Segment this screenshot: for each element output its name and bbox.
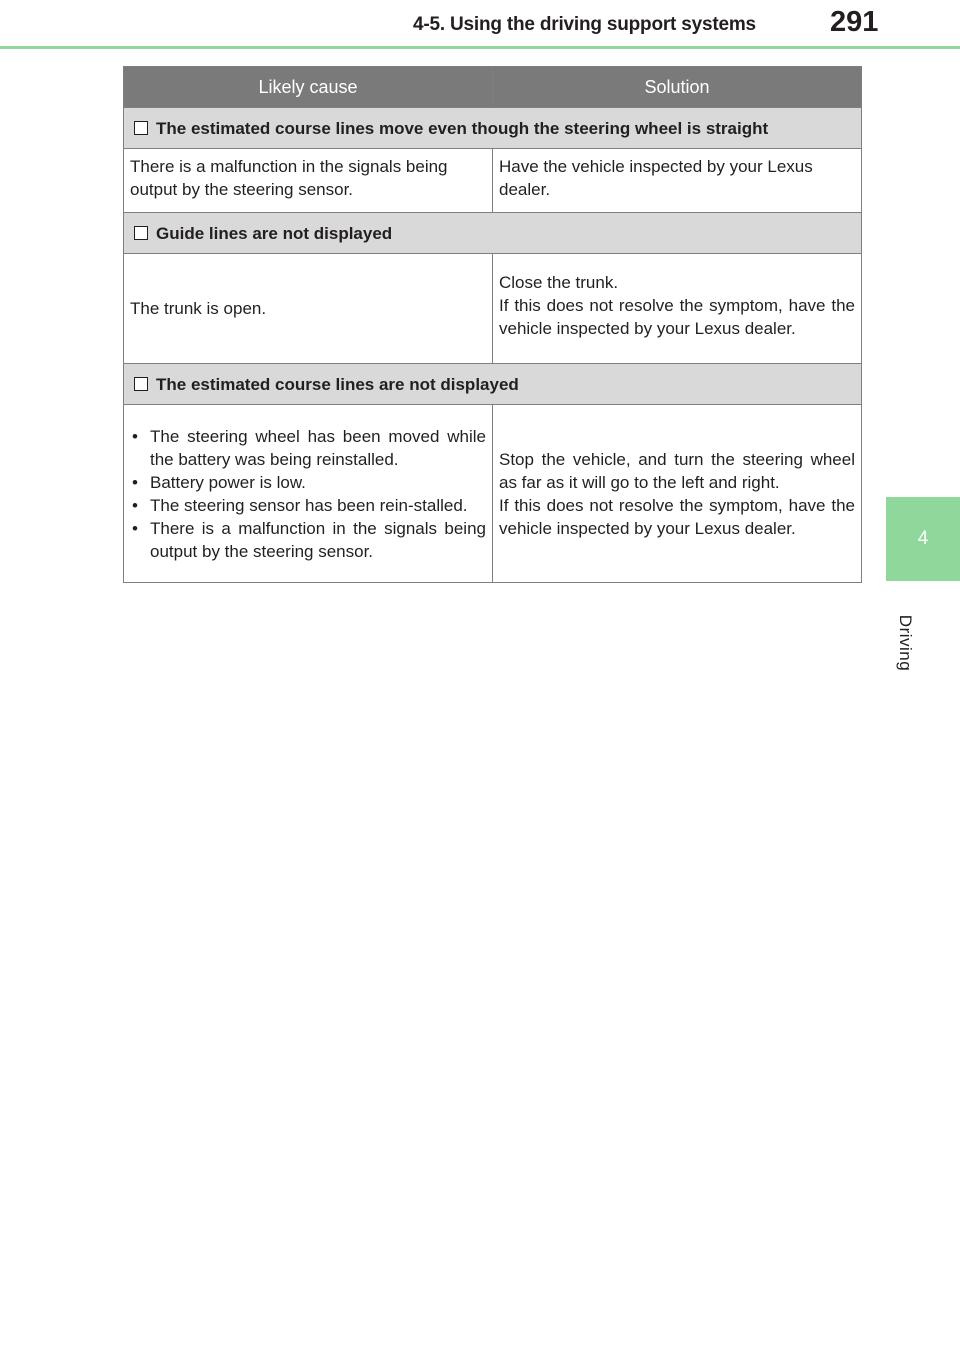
solution-text: If this does not resolve the symptom, have the vehicle inspected by your Lexus dealer. bbox=[499, 495, 855, 538]
section-title: 4-5. Using the driving support systems bbox=[413, 14, 756, 35]
cause-cell bbox=[124, 405, 493, 583]
table-row bbox=[124, 254, 862, 364]
chapter-tab[interactable] bbox=[886, 497, 960, 581]
cause-text: The trunk is open. bbox=[130, 299, 267, 318]
column-header-solution: Solution bbox=[493, 67, 862, 108]
section-heading-row bbox=[124, 364, 862, 405]
chapter-label: Driving bbox=[896, 614, 915, 672]
table-row bbox=[124, 149, 862, 213]
section-heading-text: The estimated course lines move even though the steering wheel is straight bbox=[156, 118, 769, 138]
solution-text: Close the trunk. bbox=[499, 273, 619, 292]
section-heading bbox=[124, 108, 862, 149]
cause-bullet-list bbox=[130, 425, 486, 563]
section-heading-text: Guide lines are not displayed bbox=[156, 223, 393, 243]
chapter-number: 4 bbox=[917, 528, 929, 549]
list-item: • The steering wheel has been moved while the battery was being reinstalled. bbox=[130, 425, 486, 471]
table-row bbox=[124, 405, 862, 583]
solution-cell bbox=[493, 149, 862, 213]
table-header-row bbox=[124, 67, 862, 108]
checkbox-icon bbox=[134, 377, 148, 391]
solution-text: If this does not resolve the symptom, have the vehicle inspected by your Lexus dealer. bbox=[499, 296, 855, 338]
troubleshooting-table bbox=[123, 66, 862, 583]
section-heading-text: The estimated course lines are not displayed bbox=[156, 374, 519, 394]
cause-text: There is a malfunction in the signals being output by the steering sensor. bbox=[130, 157, 448, 199]
list-item: • Battery power is low. bbox=[130, 471, 486, 494]
solution-cell bbox=[493, 254, 862, 364]
cause-cell bbox=[124, 254, 493, 364]
section-heading bbox=[124, 364, 862, 405]
page-number: 291 bbox=[830, 6, 879, 38]
list-item: • There is a malfunction in the signals being output by the steering sensor. bbox=[130, 517, 486, 563]
checkbox-icon bbox=[134, 121, 148, 135]
list-item: • The steering sensor has been rein-stalled. bbox=[130, 494, 486, 517]
solution-cell bbox=[493, 405, 862, 583]
section-heading-row bbox=[124, 108, 862, 149]
checkbox-icon bbox=[134, 226, 148, 240]
header-divider bbox=[0, 46, 960, 49]
solution-text: Have the vehicle inspected by your Lexus dealer. bbox=[499, 157, 813, 199]
solution-text: Stop the vehicle, and turn the steering wheel as far as it will go to the left and right. bbox=[499, 449, 855, 492]
section-heading bbox=[124, 213, 862, 254]
column-header-cause: Likely cause bbox=[124, 67, 493, 108]
cause-cell bbox=[124, 149, 493, 213]
section-heading-row bbox=[124, 213, 862, 254]
